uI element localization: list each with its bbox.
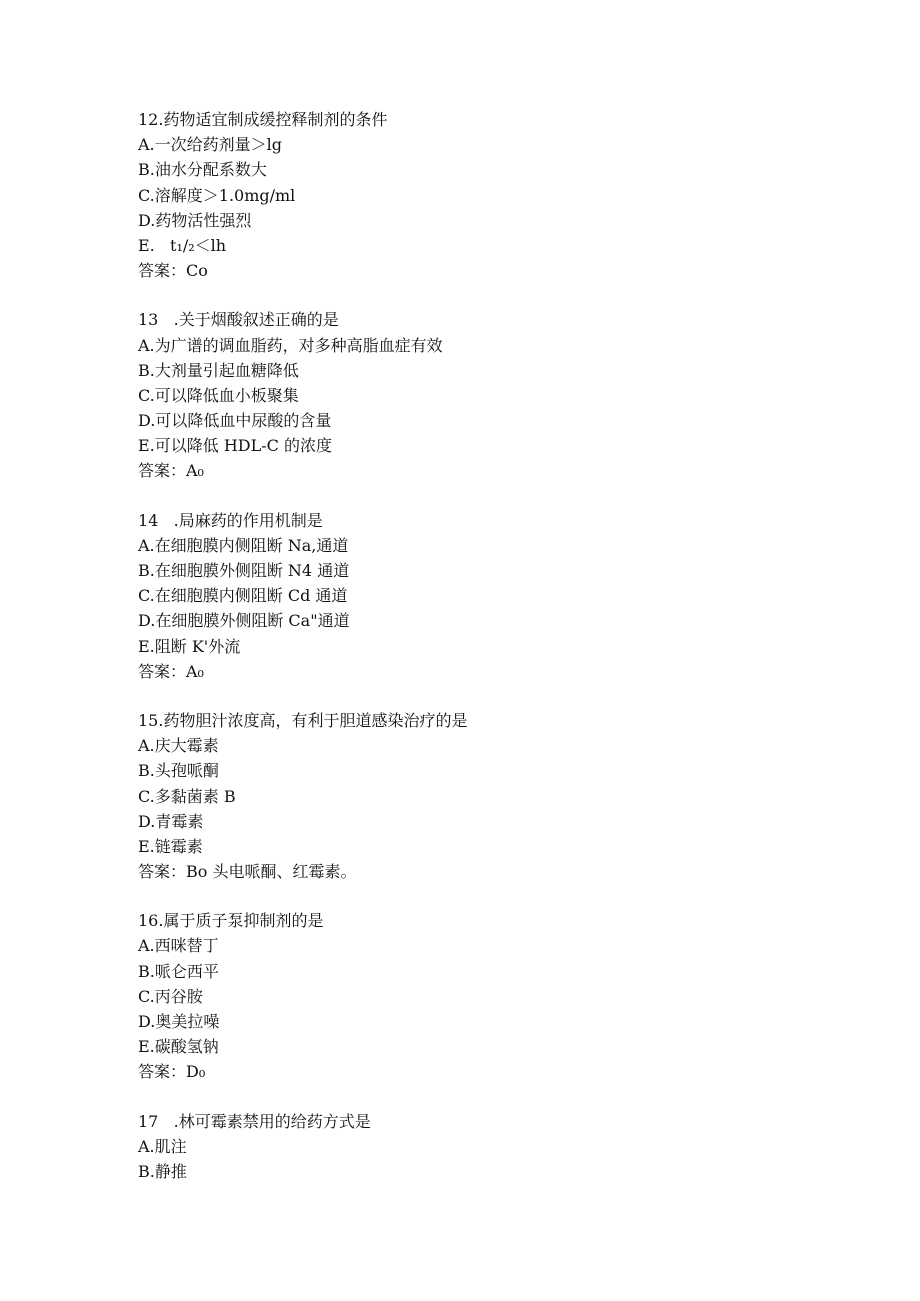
option-d: D.奥美拉噪 — [138, 1012, 220, 1031]
option-a: A.肌注 — [138, 1136, 187, 1156]
question-15 — [138, 708, 858, 884]
answer: 答案：Co — [138, 261, 208, 281]
option-e: E.碳酸氢钠 — [138, 1037, 219, 1057]
option-e: E.链霉素 — [138, 836, 203, 856]
option-d: D.可以降低血中尿酸的含量 — [138, 411, 332, 431]
option-a: A.西咪替丁 — [138, 936, 219, 956]
option-a: A.庆大霉素 — [138, 736, 219, 756]
option-c: C.溶解度＞1.0mg∕ml — [138, 185, 296, 205]
option-e: E.阻断 K'外流 — [138, 636, 241, 656]
question-13 — [138, 307, 858, 483]
question-stem: 13 .关于烟酸叙述正确的是 — [138, 310, 339, 330]
question-stem: 12.药物适宜制成缓控释制剂的条件 — [138, 110, 388, 129]
option-b: B.头孢哌酮 — [138, 761, 219, 781]
answer: 答案：A₀ — [138, 661, 204, 681]
option-b: B.哌仑西平 — [138, 961, 219, 981]
answer: 答案：Bo 头电哌酮、红霉素。 — [138, 862, 357, 882]
answer: 答案：D₀ — [138, 1062, 206, 1082]
question-14 — [138, 508, 858, 684]
option-a: A.为广谱的调血脂药，对多种高脂血症有效 — [138, 335, 443, 355]
option-c: C.在细胞膜内侧阻断 Cd 通道 — [138, 586, 348, 606]
option-c: C.多黏菌素 B — [138, 786, 236, 806]
option-b: B.油水分配系数大 — [138, 160, 267, 180]
option-c: C.可以降低血小板聚集 — [138, 385, 299, 405]
question-list — [138, 107, 858, 1208]
question-stem: 17 .林可霉素禁用的给药方式是 — [138, 1111, 371, 1131]
question-stem: 15.药物胆汁浓度高，有利于胆道感染治疗的是 — [138, 710, 468, 730]
option-d: D.药物活性强烈 — [138, 210, 252, 230]
question-stem: 16.属于质子泵抑制剂的是 — [138, 911, 324, 931]
option-e: E. t₁/₂＜lh — [138, 235, 227, 255]
question-12 — [138, 107, 858, 283]
option-b: B.在细胞膜外侧阻断 N4 通道 — [138, 561, 350, 580]
option-d: D.青霉素 — [138, 811, 204, 831]
option-b: B.大剂量引起血糖降低 — [138, 360, 299, 380]
option-a: A.一次给药剂量＞lg — [138, 135, 283, 155]
option-a: A.在细胞膜内侧阻断 Na,通道 — [138, 535, 349, 555]
option-b: B.静推 — [138, 1161, 187, 1181]
question-16 — [138, 908, 858, 1084]
option-c: C.丙谷胺 — [138, 986, 203, 1006]
question-17 — [138, 1109, 858, 1185]
option-e: E.可以降低 HDL-C 的浓度 — [138, 436, 332, 456]
answer: 答案：A₀ — [138, 461, 204, 481]
question-stem: 14 .局麻药的作用机制是 — [138, 510, 323, 530]
option-d: D.在细胞膜外侧阻断 Ca"通道 — [138, 611, 350, 631]
